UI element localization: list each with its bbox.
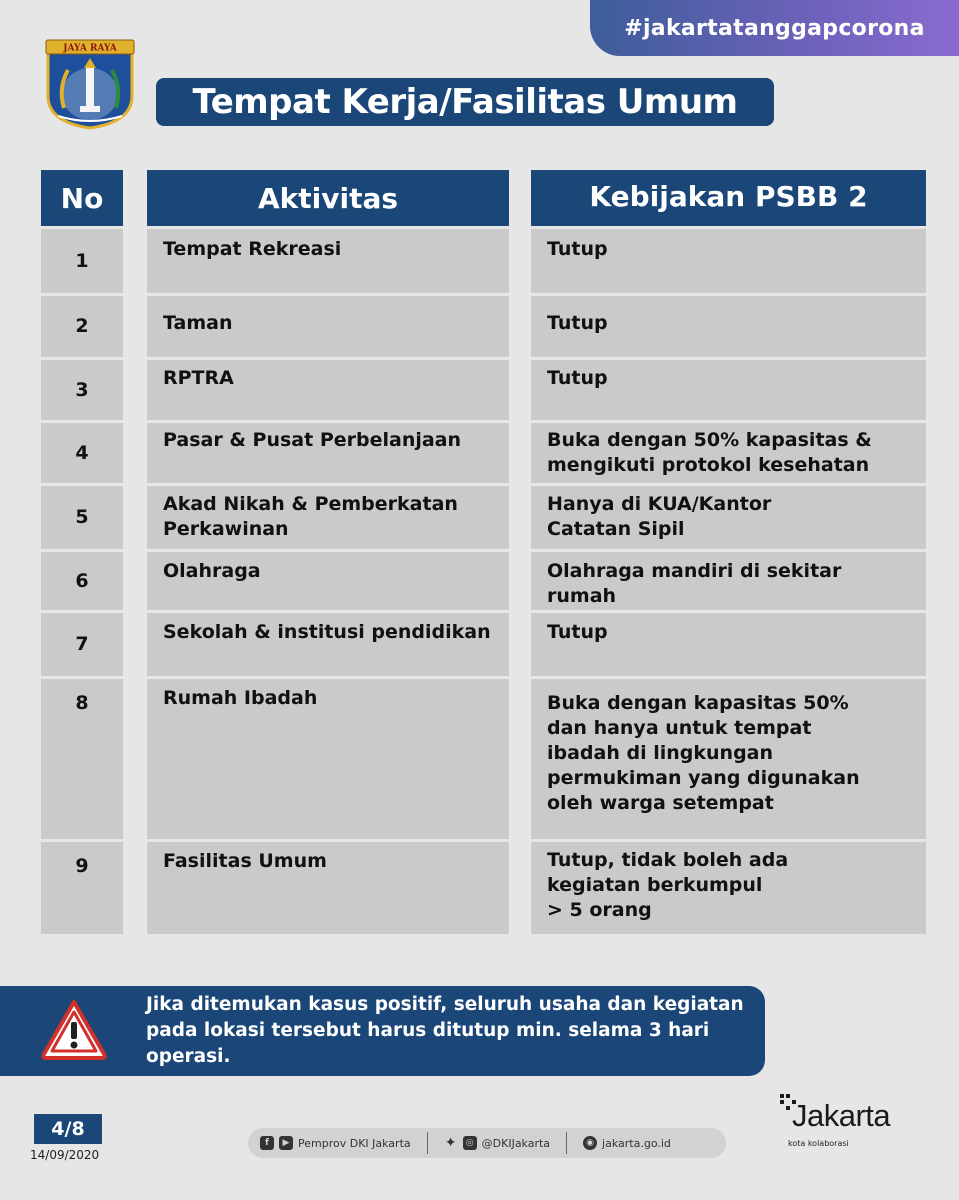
row-4-activity: Pasar & Pusat Perbelanjaan	[147, 423, 509, 483]
row-8-activity: Rumah Ibadah	[147, 679, 509, 839]
row-6-activity: Olahraga	[147, 552, 509, 610]
twitter-icon: ✦	[444, 1135, 457, 1151]
hashtag-banner: #jakartatanggapcorona	[590, 0, 959, 56]
web-icon: ◉	[583, 1136, 597, 1150]
row-5-policy: Hanya di KUA/Kantor Catatan Sipil	[531, 486, 926, 549]
row-9-policy: Tutup, tidak boleh ada kegiatan berkumpul > 5 orang	[531, 842, 926, 934]
jakarta-tagline: kota kolaborasi	[788, 1139, 849, 1148]
row-7-policy: Tutup	[531, 613, 926, 676]
row-6-no: 6	[41, 552, 123, 610]
facebook-icon: f	[260, 1136, 274, 1150]
row-9-no: 9	[41, 842, 123, 934]
svg-text:JAYA RAYA: JAYA RAYA	[63, 43, 117, 54]
warning-text: Jika ditemukan kasus positif, seluruh usaha dan kegiatan pada lokasi tersebut harus ditutup min. selama 3 hari operasi.	[146, 994, 744, 1067]
row-1-policy: Tutup	[531, 229, 926, 293]
row-1-activity: Tempat Rekreasi	[147, 229, 509, 293]
jakarta-crest-logo	[44, 38, 136, 130]
warning-triangle-icon	[40, 998, 108, 1060]
row-9-activity: Fasilitas Umum	[147, 842, 509, 934]
row-3-activity: RPTRA	[147, 360, 509, 420]
row-7-activity: Sekolah & institusi pendidikan	[147, 613, 509, 676]
row-2-no: 2	[41, 296, 123, 357]
page-title: Tempat Kerja/Fasilitas Umum	[156, 78, 774, 126]
row-8-policy: Buka dengan kapasitas 50% dan hanya untuk tempat ibadah di lingkungan permukiman yang digunakan oleh warga setempat	[531, 679, 926, 839]
row-1-no: 1	[41, 229, 123, 293]
row-3-policy: Tutup	[531, 360, 926, 420]
divider	[566, 1132, 567, 1154]
row-8-no: 8	[41, 679, 123, 839]
row-6-policy: Olahraga mandiri di sekitar rumah	[531, 552, 926, 610]
row-2-activity: Taman	[147, 296, 509, 357]
social-label-pemprov: Pemprov DKI Jakarta	[298, 1136, 411, 1150]
row-2-policy: Tutup	[531, 296, 926, 357]
row-4-policy: Buka dengan 50% kapasitas & mengikuti protokol kesehatan	[531, 423, 926, 483]
social-group-pemprov[interactable]	[260, 1136, 411, 1150]
publish-date: 14/09/2020	[30, 1148, 100, 1162]
social-group-website[interactable]	[583, 1136, 671, 1150]
column-header-policy: Kebijakan PSBB 2	[531, 170, 926, 226]
jakarta-wordmark: Jakarta	[792, 1098, 891, 1133]
page-indicator: 4/8	[34, 1114, 102, 1144]
social-group-dkijakarta[interactable]	[444, 1136, 550, 1150]
social-media-bar	[248, 1128, 726, 1158]
youtube-icon: ▶	[279, 1136, 293, 1150]
divider	[427, 1132, 428, 1154]
row-4-no: 4	[41, 423, 123, 483]
row-7-no: 7	[41, 613, 123, 676]
social-label-website: jakarta.go.id	[602, 1136, 671, 1150]
row-5-activity: Akad Nikah & Pemberkatan Perkawinan	[147, 486, 509, 549]
row-3-no: 3	[41, 360, 123, 420]
social-label-dkijakarta: @DKIJakarta	[481, 1136, 551, 1150]
column-header-activity: Aktivitas	[147, 170, 509, 226]
row-5-no: 5	[41, 486, 123, 549]
column-header-no: No	[41, 170, 123, 226]
instagram-icon: ◎	[463, 1136, 477, 1150]
